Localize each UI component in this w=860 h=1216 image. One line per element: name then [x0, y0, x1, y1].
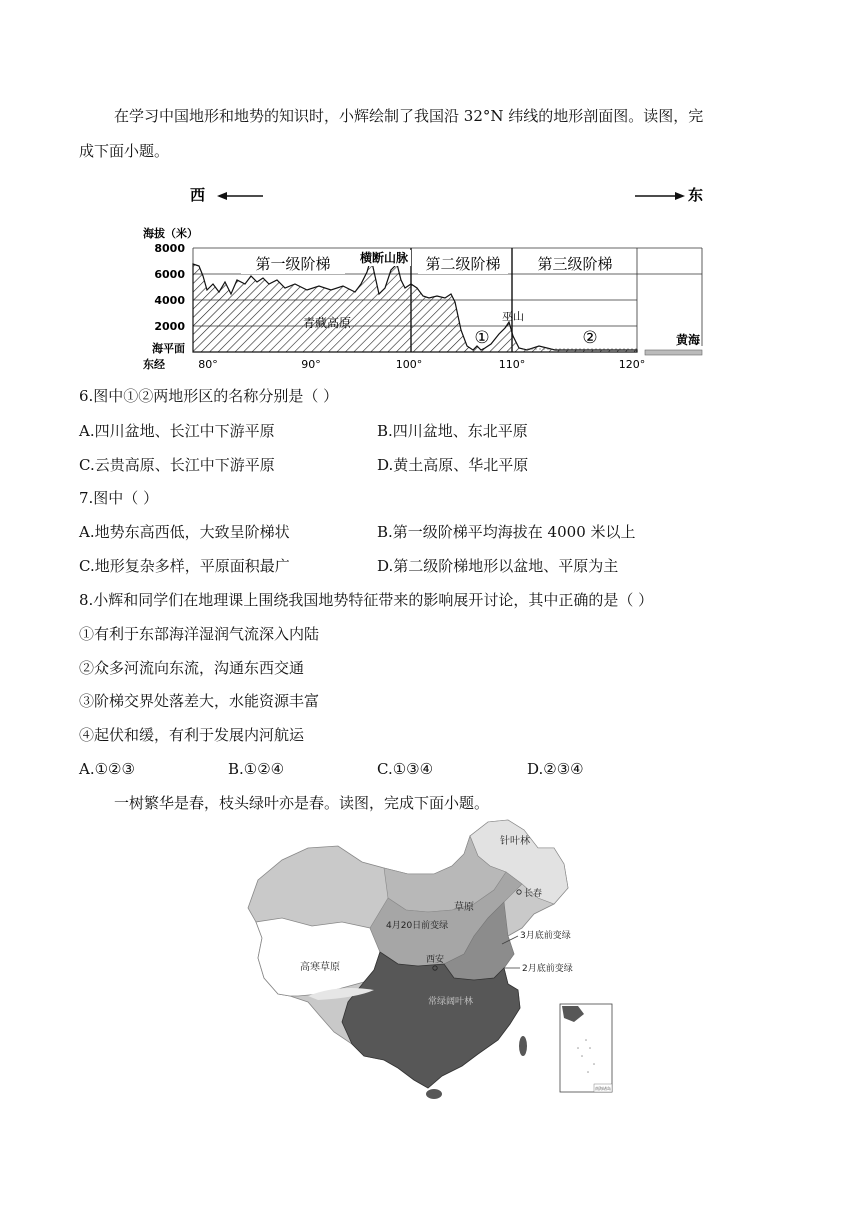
- y-tick-2000: 2000: [154, 320, 185, 333]
- intro-line-2: 成下面小题。: [79, 142, 170, 160]
- x-tick-100: 100°: [395, 358, 423, 371]
- map-label-xian: 西安: [426, 955, 445, 965]
- x-tick-80: 80°: [198, 358, 218, 371]
- china-green-map: [238, 818, 618, 1100]
- q6-option-c: C.云贵高原、长江中下游平原: [79, 456, 275, 474]
- q6-option-d: D.黄土高原、华北平原: [377, 456, 529, 474]
- map-label-changchun: 长春: [524, 889, 543, 899]
- intro-line-3: 一树繁华是春，枝头绿叶亦是春。读图，完成下面小题。: [114, 794, 490, 812]
- plain-dots: [521, 346, 637, 351]
- intro-line-1: 在学习中国地形和地势的知识时，小辉绘制了我国沿 32°N 纬线的地形剖面图。读图，完: [114, 107, 704, 125]
- q8-statement-1: ①有利于东部海洋湿润气流深入内陆: [79, 625, 320, 643]
- y-axis-title: 海拔（米）: [143, 227, 198, 240]
- west-label: 西: [190, 186, 206, 204]
- q7-stem: 7.图中（ ）: [79, 489, 159, 507]
- step2-label: 第二级阶梯: [425, 255, 501, 273]
- marker-1: ①: [474, 328, 490, 348]
- q7-option-c: C.地形复杂多样，平原面积最广: [79, 557, 290, 575]
- q7-option-a: A.地势东高西低，大致呈阶梯状: [79, 523, 290, 541]
- y-tick-sea-level: 海平面: [152, 342, 185, 355]
- step1-label: 第一级阶梯: [255, 255, 331, 273]
- q6-stem: 6.图中①②两地形区的名称分别是（ ）: [79, 387, 339, 405]
- east-arrow-icon: [635, 192, 685, 200]
- south-china-sea-inset: [560, 1004, 612, 1092]
- x-tick-90: 90°: [301, 358, 321, 371]
- x-axis-title: 东经: [143, 358, 165, 371]
- hengduan-label: 横断山脉: [359, 251, 409, 265]
- sea-label: 黄海: [675, 333, 701, 347]
- q6-option-a: A.四川盆地、长江中下游平原: [79, 422, 275, 440]
- west-arrow-icon: [217, 192, 263, 200]
- q8-option-d: D.②③④: [527, 760, 584, 778]
- q6-option-b: B.四川盆地、东北平原: [377, 422, 528, 440]
- q8-option-b: B.①②④: [228, 760, 285, 778]
- q8-statement-4: ④起伏和缓，有利于发展内河航运: [79, 726, 305, 744]
- q7-option-b: B.第一级阶梯平均海拔在 4000 米以上: [377, 523, 636, 541]
- map-label-grassland: 草原: [454, 902, 474, 913]
- q8-option-c: C.①③④: [377, 760, 434, 778]
- terrain-profile-figure: [135, 180, 710, 374]
- plateau-label: 青藏高原: [302, 316, 352, 330]
- map-label-alpine: 高寒草原: [300, 962, 340, 973]
- map-taiwan: [519, 1036, 527, 1056]
- y-tick-4000: 4000: [154, 294, 185, 307]
- marker-2: ②: [582, 328, 598, 348]
- sea-band: [645, 350, 702, 355]
- q8-option-a: A.①②③: [79, 760, 135, 778]
- step3-label: 第三级阶梯: [537, 255, 613, 273]
- q8-stem: 8.小辉和同学们在地理课上围绕我国地势特征带来的影响展开讨论，其中正确的是（ ）: [79, 591, 654, 609]
- map-label-feb-end: 2月底前变绿: [522, 964, 573, 974]
- wushan-label: 巫山: [502, 310, 524, 323]
- map-label-apr20: 4月20日前变绿: [386, 921, 449, 931]
- x-tick-110: 110°: [498, 358, 526, 371]
- map-label-evergreen: 常绿阔叶林: [428, 997, 474, 1007]
- east-label: 东: [688, 186, 704, 204]
- q8-statement-2: ②众多河流向东流，沟通东西交通: [79, 659, 305, 677]
- x-tick-120: 120°: [618, 358, 646, 371]
- q8-statement-3: ③阶梯交界处落差大，水能资源丰富: [79, 692, 320, 710]
- map-label-conifer: 针叶林: [500, 836, 530, 847]
- q7-option-d: D.第二级阶梯地形以盆地、平原为主: [377, 557, 619, 575]
- y-tick-6000: 6000: [154, 268, 185, 281]
- y-tick-8000: 8000: [154, 242, 185, 255]
- map-hainan: [426, 1089, 442, 1099]
- map-label-mar-end: 3月底前变绿: [520, 931, 571, 941]
- inset-label: 南海诸岛: [595, 1086, 611, 1091]
